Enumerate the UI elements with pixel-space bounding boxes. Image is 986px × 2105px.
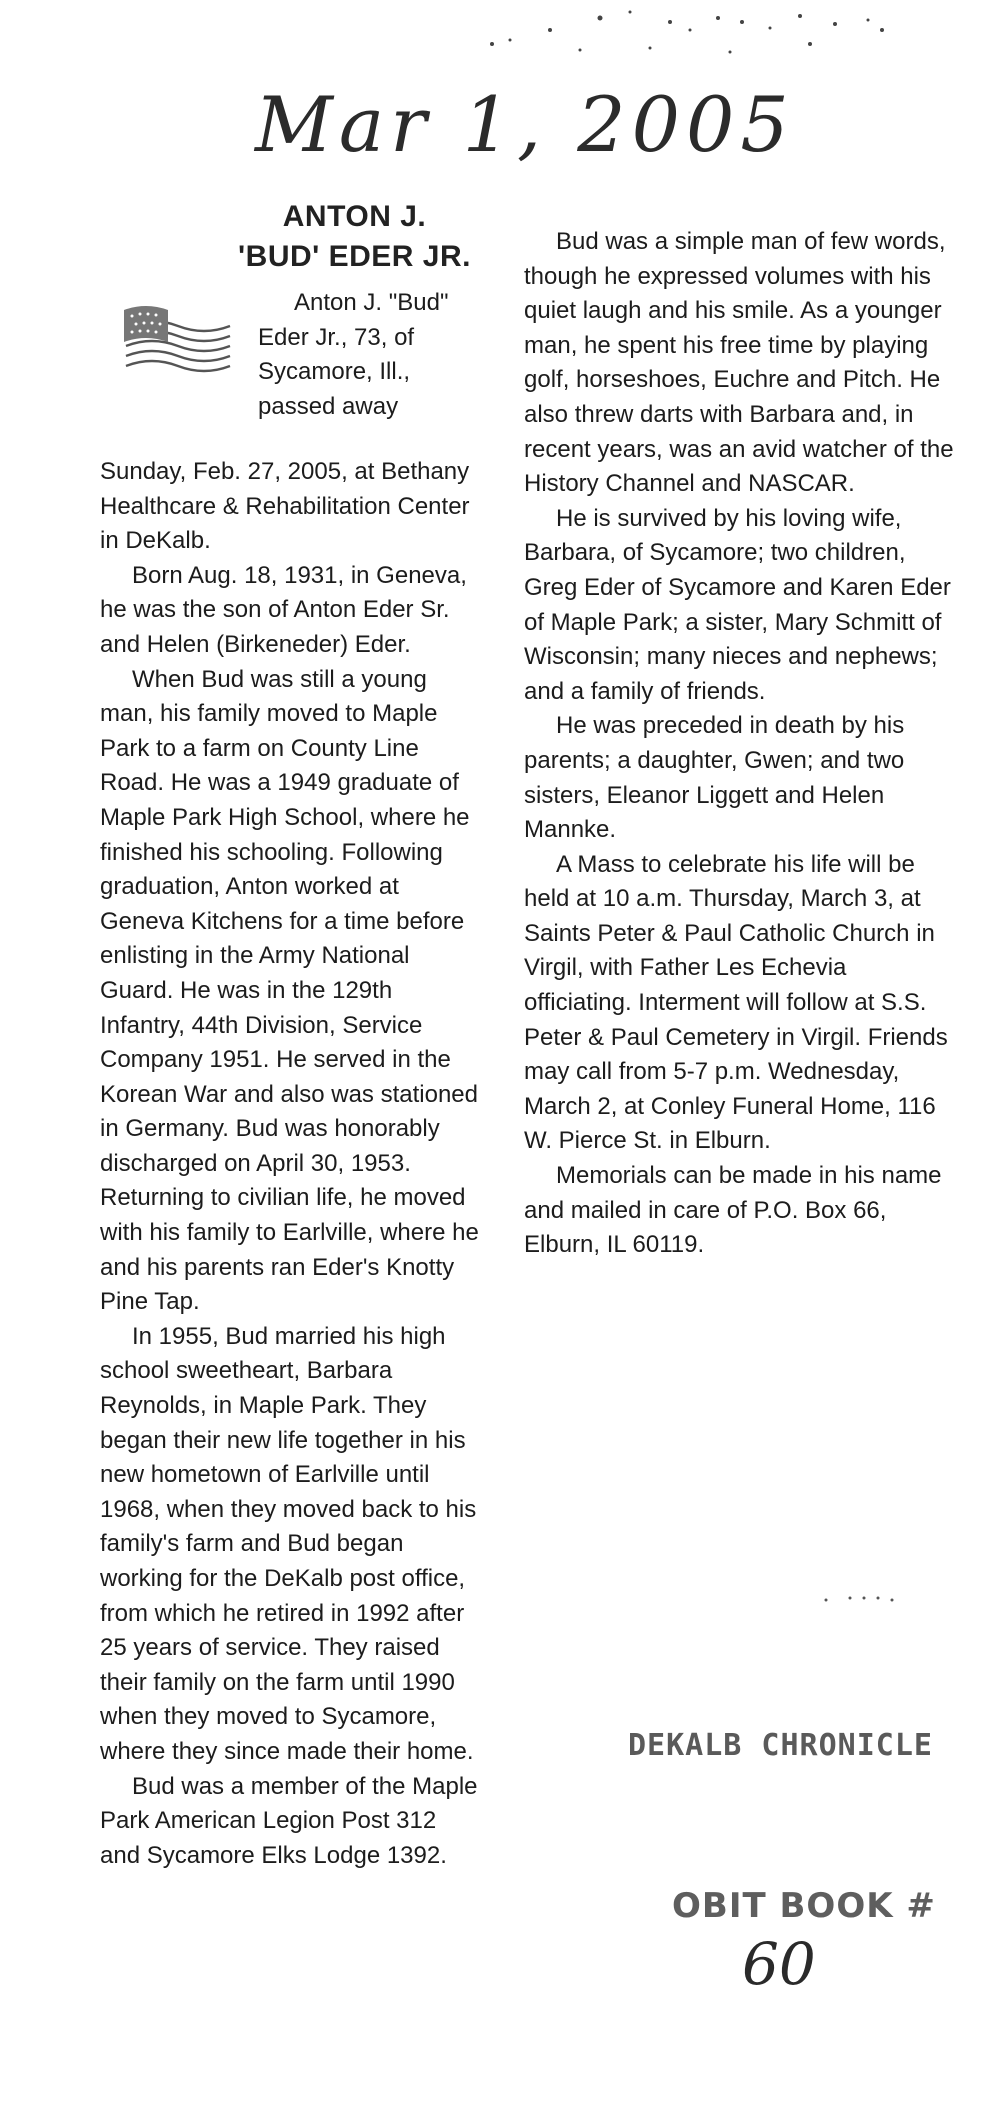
obit-book-number: 60	[742, 1930, 816, 1998]
paragraph: In 1955, Bud married his high school sweetheart, Barbara Reynolds, in Maple Park. They began their new life together in his new hometown of Earlville until 1968, when they moved back to his family's farm and Bud began working for the DeKalb post office, from which he retired in 1992 after 25 years of service. They raised their family on the farm until 1990 when they moved to Sycamore, where they since made their home.	[100, 1322, 477, 1765]
lead-line: Sycamore, Ill.,	[258, 358, 411, 385]
headline-nickname: 'BUD' EDER JR.	[238, 240, 471, 273]
paragraph: He is survived by his loving wife, Barbara, of Sycamore; two children, Greg Eder of Sycamore and Karen Eder of Maple Park; a sister, Mary Schmitt of Wisconsin; many nieces and nephews; and a family of friends.	[524, 504, 951, 705]
lead-line: passed away	[258, 392, 399, 420]
paragraph: Sunday, Feb. 27, 2005, at Bethany Healthcare & Rehabilitation Center in DeKalb.	[100, 458, 470, 555]
scan-speckle-marks	[820, 1592, 900, 1606]
paragraph: Bud was a member of the Maple Park American Legion Post 312 and Sycamore Elks Lodge 1392.	[100, 1772, 478, 1869]
handwritten-date: Mar 1, 2005	[255, 80, 795, 169]
right-column	[524, 225, 954, 1263]
left-column	[100, 455, 480, 1873]
paragraph: When Bud was still a young man, his family moved to Maple Park to a farm on County Line Road. He was a 1949 graduate of Maple Park High School, where he finished his schooling. Following graduation, Anton worked at Geneva Kitchens for a time before enlisting in the Army National Guard. He was in the 129th Infantry, 44th Division, Service Company 1951. He served in the Korean War and also was stationed in Germany. Bud was honorably discharged on April 30, 1953. Returning to civilian life, he moved with his family to Earlville, where he and his parents ran Eder's Knotty Pine Tap.	[100, 665, 479, 1316]
obit-book-label: OBIT BOOK #	[672, 1886, 936, 1926]
headline-name: ANTON J.	[282, 200, 427, 233]
scan-speckle-marks	[480, 0, 900, 60]
paragraph: Memorials can be made in his name and mailed in care of P.O. Box 66, Elburn, IL 60119.	[524, 1162, 942, 1259]
lead-line: Eder Jr., 73, of	[258, 323, 415, 351]
american-flag-icon	[118, 296, 236, 388]
paragraph: Born Aug. 18, 1931, in Geneva, he was the son of Anton Eder Sr. and Helen (Birkeneder) Eder.	[100, 561, 467, 658]
paragraph: Bud was a simple man of few words, though he expressed volumes with his quiet laugh and his smile. As a younger man, he spent his free time by playing golf, horseshoes, Euchre and Pitch. He also threw darts with Barbara and, in recent years, was an avid watcher of the History Channel and NASCAR.	[524, 228, 954, 498]
lead-line: Anton J. "Bud"	[294, 289, 449, 316]
source-newspaper-stamp: DEKALB CHRONICLE	[628, 1728, 933, 1763]
lead-text-block	[258, 286, 473, 424]
paragraph: A Mass to celebrate his life will be held at 10 a.m. Thursday, March 3, at Saints Peter & Paul Catholic Church in Virgil, with Father Les Echevia officiating. Interment will follow at S.S. Peter & Paul Cemetery in Virgil. Friends may call from 5-7 p.m. Wednesday, March 2, at Conley Funeral Home, 116 W. Pierce St. in Elburn.	[524, 850, 948, 1155]
paragraph: He was preceded in death by his parents; a daughter, Gwen; and two sisters, Eleanor Liggett and Helen Mannke.	[524, 712, 905, 844]
